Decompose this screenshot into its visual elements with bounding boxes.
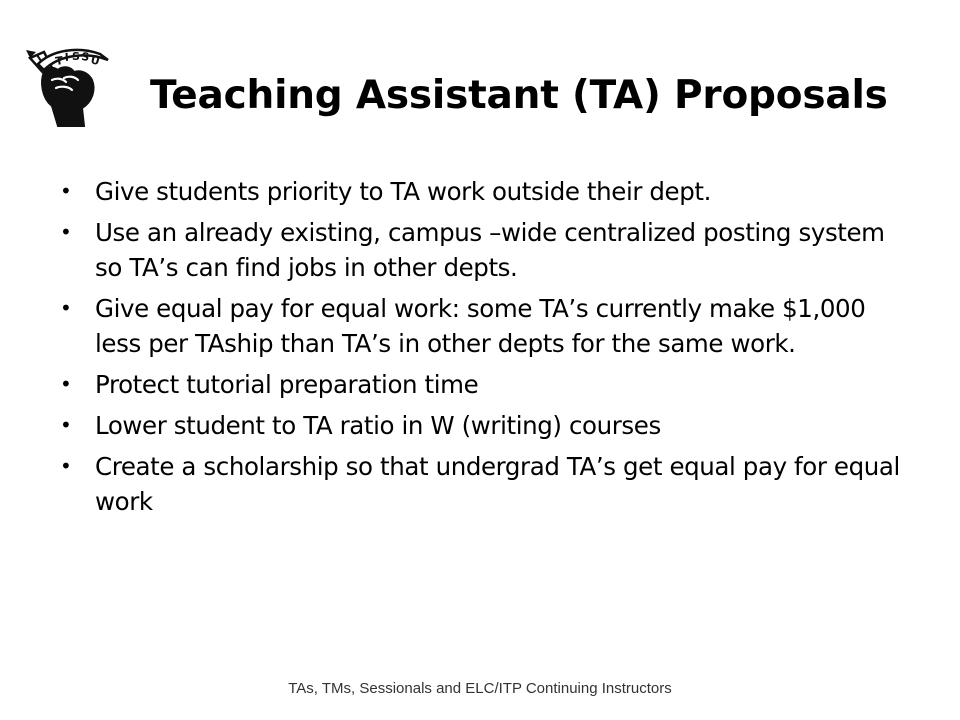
svg-text:S: S xyxy=(80,50,90,64)
bullet-text: Give equal pay for equal work: some TA’s currently make $1,000 less per TAship than TA’s in other depts for the same work. xyxy=(95,294,866,358)
bullet-text: Use an already existing, campus –wide centralized posting system so TA’s can find jobs in other depts. xyxy=(95,218,885,282)
bullet-icon: • xyxy=(60,179,72,203)
bullet-item xyxy=(60,367,910,402)
slide-title: Teaching Assistant (TA) Proposals xyxy=(150,73,888,118)
bullet-text: Lower student to TA ratio in W (writing) courses xyxy=(95,411,661,440)
bullet-list xyxy=(60,174,910,525)
bullet-text: Create a scholarship so that undergrad TA’s get equal pay for equal work xyxy=(95,452,900,516)
bullet-item xyxy=(60,408,910,443)
bullet-text: Give students priority to TA work outside their dept. xyxy=(95,177,711,206)
raised-fist-pencil-icon xyxy=(26,42,114,130)
bullet-item xyxy=(60,291,910,361)
bullet-icon: • xyxy=(60,413,72,437)
bullet-icon: • xyxy=(60,296,72,320)
bullet-icon: • xyxy=(60,372,72,396)
bullet-item xyxy=(60,215,910,285)
bullet-text: Protect tutorial preparation time xyxy=(95,370,479,399)
svg-text:I: I xyxy=(64,50,70,64)
svg-text:S: S xyxy=(72,50,80,63)
bullet-icon: • xyxy=(60,454,72,478)
union-logo xyxy=(26,42,114,130)
bullet-item xyxy=(60,174,910,209)
bullet-icon: • xyxy=(60,220,72,244)
svg-text:T: T xyxy=(54,54,64,68)
svg-text:U: U xyxy=(89,53,102,69)
slide-footer: TAs, TMs, Sessionals and ELC/ITP Continuing Instructors xyxy=(288,680,672,697)
bullet-item xyxy=(60,449,910,519)
